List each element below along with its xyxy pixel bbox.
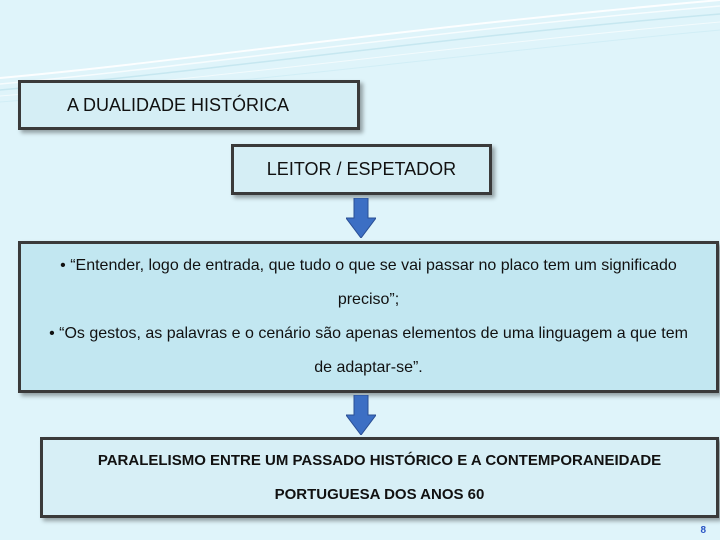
reader-label: LEITOR / ESPETADOR <box>266 159 457 179</box>
page-number: 8 <box>700 525 706 536</box>
quote-item: • “Entender, logo de entrada, que tudo o que se vai passar no placo tem um significado preciso”; <box>60 257 677 308</box>
slide-title: A DUALIDADE HISTÓRICA <box>67 94 290 115</box>
quote-box <box>18 241 719 393</box>
down-arrow-icon <box>346 198 376 238</box>
quote-item: • “Os gestos, as palavras e o cenário são apenas elementos de uma linguagem a que tem de adaptar-se”. <box>49 325 688 376</box>
conclusion-box <box>40 437 719 518</box>
title-box <box>18 80 360 130</box>
down-arrow-icon <box>346 395 376 435</box>
reader-box <box>231 144 492 195</box>
conclusion-text: PARALELISMO ENTRE UM PASSADO HISTÓRICO E A CONTEMPORANEIDADE PORTUGUESA DOS ANOS 60 <box>97 451 662 503</box>
